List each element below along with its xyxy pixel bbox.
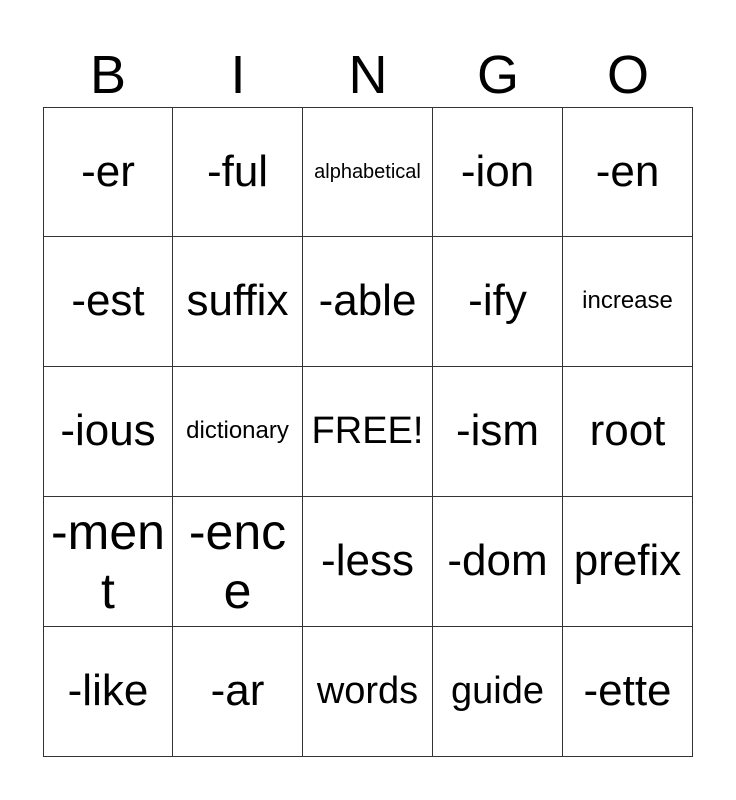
bingo-cell: -ious — [43, 367, 173, 497]
free-space-cell: FREE! — [303, 367, 433, 497]
bingo-card — [43, 107, 693, 757]
bingo-cell: -ar — [173, 627, 303, 757]
bingo-cell: -like — [43, 627, 173, 757]
header-letter-b: B — [89, 45, 127, 105]
header-letter-o: O — [606, 45, 649, 105]
header-letter-n: N — [348, 45, 388, 105]
bingo-cell: guide — [433, 627, 563, 757]
bingo-cell: root — [563, 367, 693, 497]
bingo-cell: -er — [43, 107, 173, 237]
bingo-cell: -en — [563, 107, 693, 237]
bingo-cell: -dom — [433, 497, 563, 627]
bingo-cell: -ful — [173, 107, 303, 237]
bingo-cell: alphabetical — [303, 107, 433, 237]
bingo-cell: -ment — [43, 497, 173, 627]
bingo-cell: -ette — [563, 627, 693, 757]
bingo-cell: suffix — [173, 237, 303, 367]
header-letter-i: I — [230, 45, 246, 105]
bingo-cell: -ion — [433, 107, 563, 237]
bingo-cell: words — [303, 627, 433, 757]
bingo-cell: -less — [303, 497, 433, 627]
bingo-cell: increase — [563, 237, 693, 367]
header-letter-g: G — [476, 45, 519, 105]
bingo-cell: -est — [43, 237, 173, 367]
bingo-header — [43, 44, 693, 106]
bingo-cell: -ence — [173, 497, 303, 627]
bingo-cell: -able — [303, 237, 433, 367]
bingo-cell: -ism — [433, 367, 563, 497]
bingo-cell: -ify — [433, 237, 563, 367]
bingo-cell: dictionary — [173, 367, 303, 497]
bingo-cell: prefix — [563, 497, 693, 627]
